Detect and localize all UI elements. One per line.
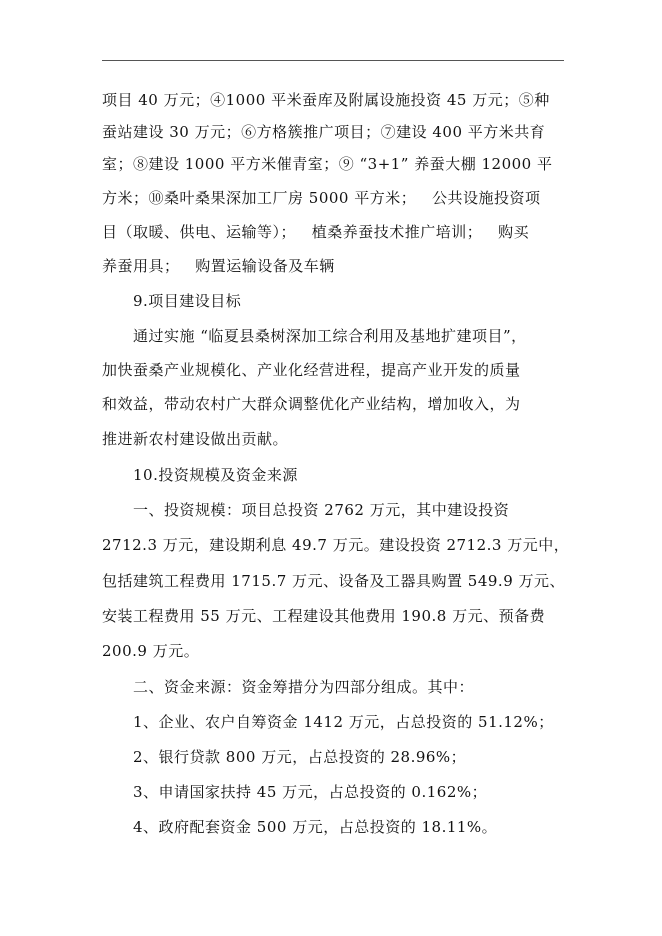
section-heading: 10.投资规模及资金来源 bbox=[133, 466, 298, 484]
text-line: 推进新农村建设做出贡献。 bbox=[102, 430, 289, 448]
text-line: 通过实施 “临夏县桑树深加工综合利用及基地扩建项目”， bbox=[133, 327, 527, 345]
section-heading: 9.项目建设目标 bbox=[133, 292, 242, 310]
text-line: 目（取暖、供电、运输等）； 植桑养蚕技术推广培训； 购买 bbox=[102, 223, 530, 241]
list-item: 4、政府配套资金 500 万元，占总投资的 18.11%。 bbox=[133, 818, 498, 836]
text-line: 安装工程费用 55 万元、工程建设其他费用 190.8 万元、预备费 bbox=[102, 607, 546, 625]
list-item: 2、银行贷款 800 万元，占总投资的 28.96%； bbox=[133, 748, 467, 766]
text-line: 室；⑧建设 1000 平方米催青室；⑨ “3+1” 养蚕大棚 12000 平 bbox=[102, 155, 553, 173]
text-line: 和效益，带动农村广大群众调整优化产业结构，增加收入，为 bbox=[102, 395, 521, 413]
header-rule bbox=[102, 60, 564, 61]
text-line: 加快蚕桑产业规模化、产业化经营进程，提高产业开发的质量 bbox=[102, 361, 521, 379]
text-line: 包括建筑工程费用 1715.7 万元、设备及工器具购置 549.9 万元、 bbox=[102, 572, 566, 590]
text-line: 2712.3 万元，建设期利息 49.7 万元。建设投资 2712.3 万元中， bbox=[102, 536, 570, 554]
text-line: 200.9 万元。 bbox=[102, 642, 200, 660]
text-line: 二、资金来源：资金筹措分为四部分组成。其中： bbox=[133, 678, 475, 696]
list-item: 3、申请国家扶持 45 万元，占总投资的 0.162%； bbox=[133, 783, 488, 801]
text-line: 方米；⑩桑叶桑果深加工厂房 5000 平方米； 公共设施投资项 bbox=[102, 189, 541, 207]
text-line: 项目 40 万元；④1000 平米蚕库及附属设施投资 45 万元；⑤种 bbox=[102, 91, 550, 109]
text-line: 蚕站建设 30 万元；⑥方格簇推广项目；⑦建设 400 平方米共育 bbox=[102, 123, 546, 141]
text-line: 一、投资规模：项目总投资 2762 万元，其中建设投资 bbox=[133, 501, 510, 519]
list-item: 1、企业、农户自筹资金 1412 万元，占总投资的 51.12%； bbox=[133, 713, 554, 731]
text-line: 养蚕用具； 购置运输设备及车辆 bbox=[102, 257, 335, 275]
